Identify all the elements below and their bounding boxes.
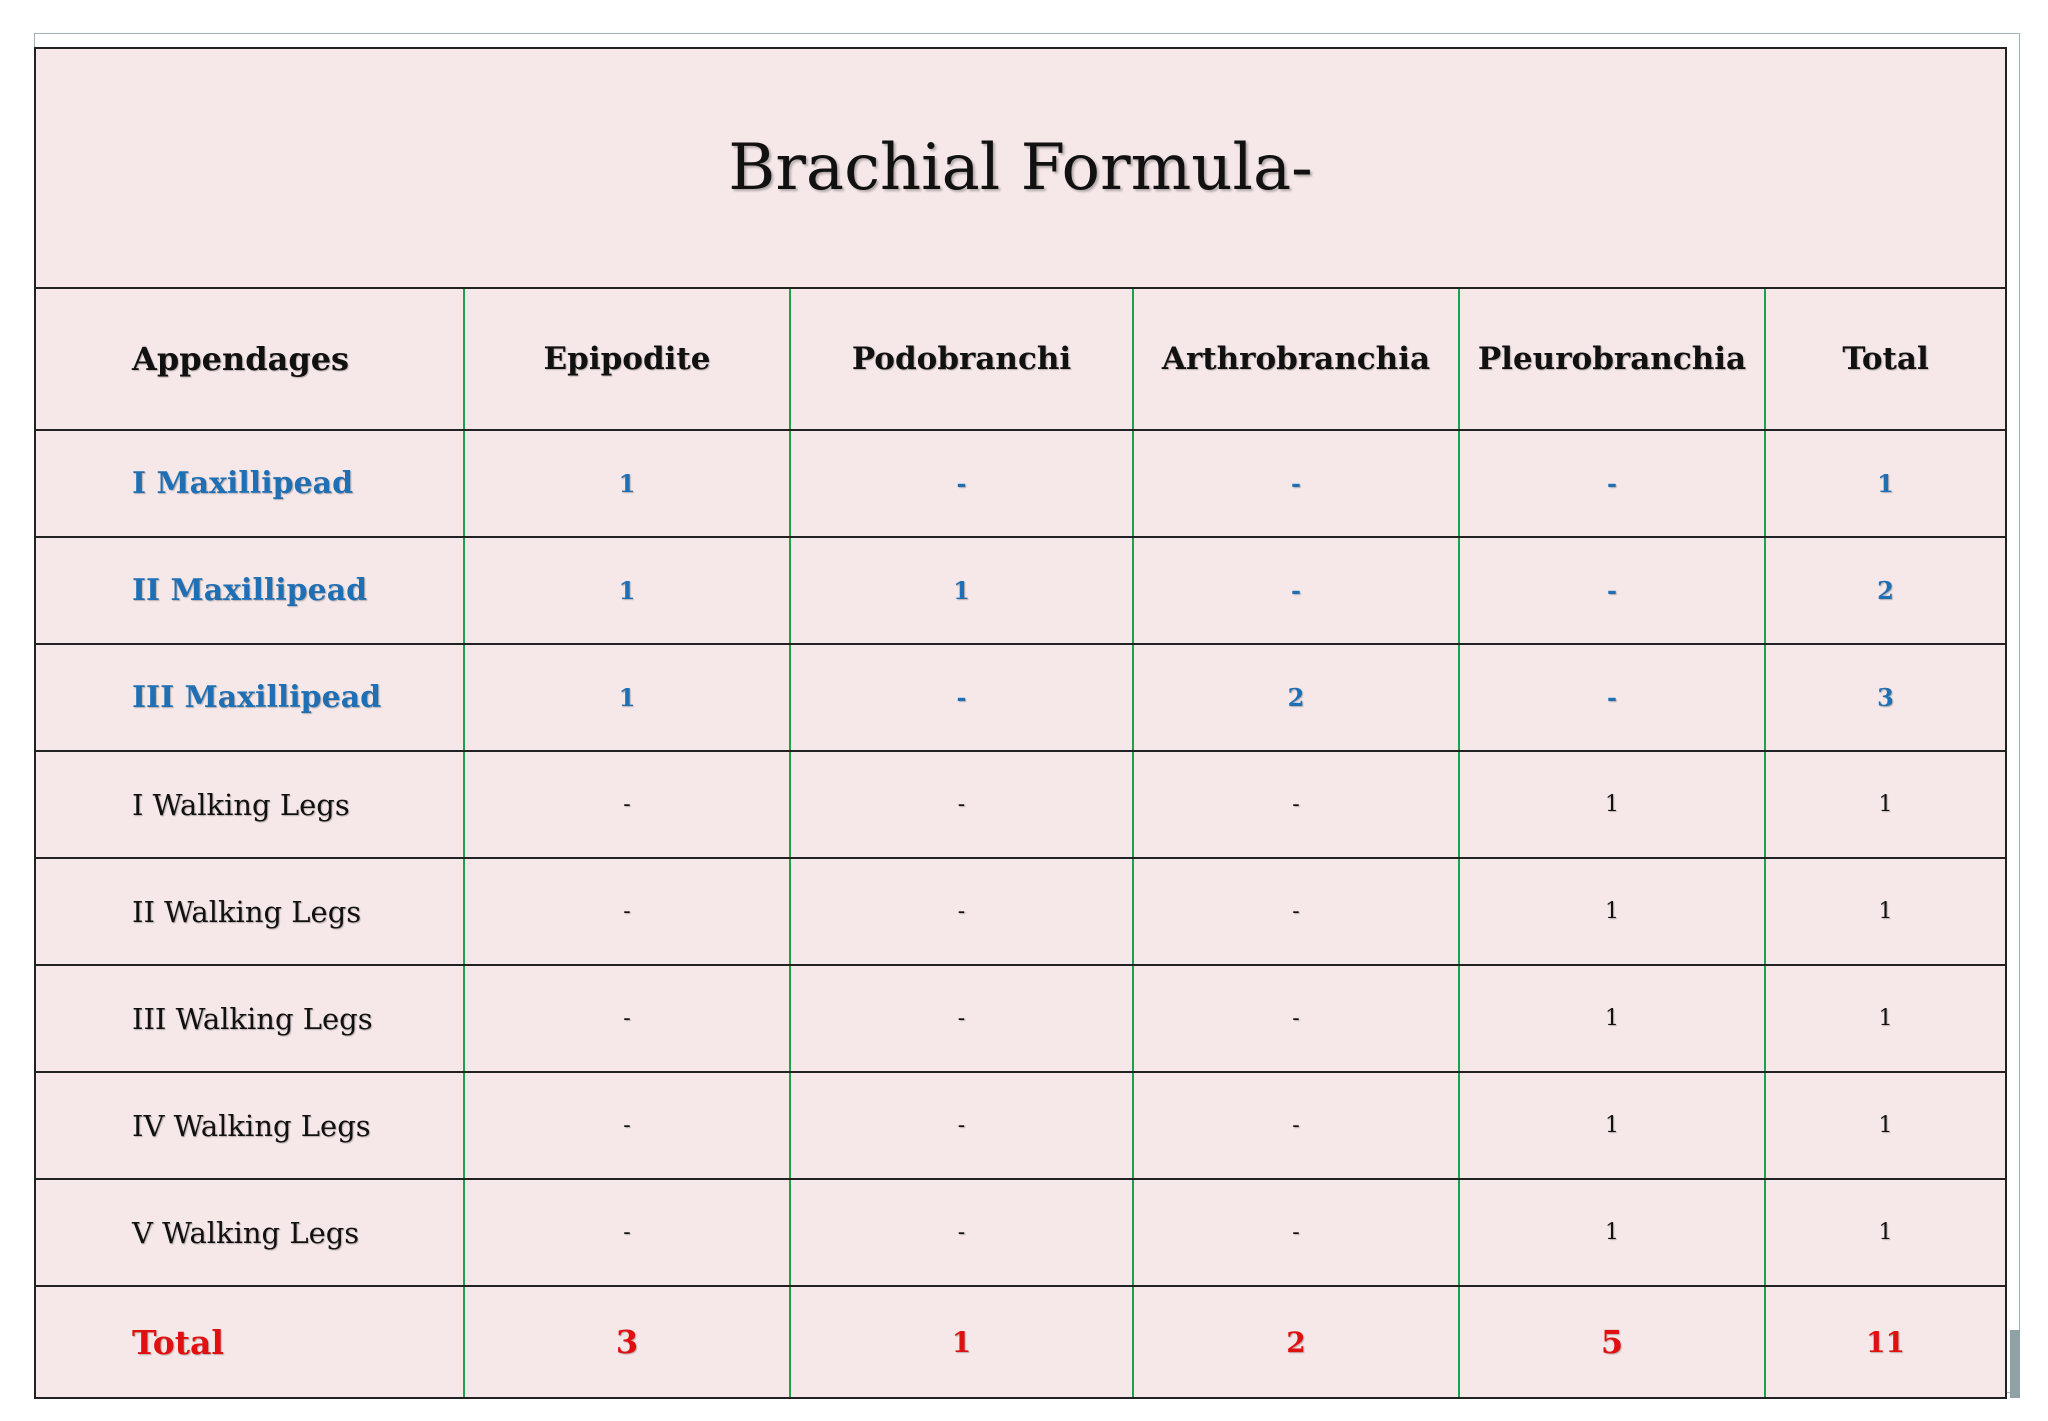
pleurobranchia-cell: - — [1459, 430, 1765, 537]
header-appendages: Appendages — [35, 288, 464, 430]
pleurobranchia-cell: - — [1459, 537, 1765, 644]
total-cell: 3 — [1765, 644, 2006, 751]
arthrobranchia-cell: - — [1133, 965, 1459, 1072]
epipodite-cell: - — [464, 858, 790, 965]
pleurobranchia-cell: 1 — [1459, 858, 1765, 965]
page-title: Brachial Formula- — [35, 48, 2006, 288]
pleurobranchia-cell: 1 — [1459, 751, 1765, 858]
total-arthrobranchia: 2 — [1133, 1286, 1459, 1398]
header-epipodite: Epipodite — [464, 288, 790, 430]
epipodite-cell: - — [464, 965, 790, 1072]
arthrobranchia-cell: - — [1133, 430, 1459, 537]
table-row — [35, 1072, 2006, 1179]
epipodite-cell: 1 — [464, 537, 790, 644]
total-cell: 2 — [1765, 537, 2006, 644]
appendage-cell: II Walking Legs — [35, 858, 464, 965]
table-row — [35, 644, 2006, 751]
total-pleurobranchia: 5 — [1459, 1286, 1765, 1398]
arthrobranchia-cell: - — [1133, 1072, 1459, 1179]
table-row — [35, 430, 2006, 537]
podobranchi-cell: - — [790, 1179, 1133, 1286]
pleurobranchia-cell: 1 — [1459, 965, 1765, 1072]
header-arthrobranchia: Arthrobranchia — [1133, 288, 1459, 430]
formula-table-container — [34, 47, 2005, 1397]
slide-edge-accent — [2010, 1330, 2020, 1398]
table-row — [35, 751, 2006, 858]
podobranchi-cell: - — [790, 430, 1133, 537]
header-pleurobranchia: Pleurobranchia — [1459, 288, 1765, 430]
header-total: Total — [1765, 288, 2006, 430]
arthrobranchia-cell: - — [1133, 537, 1459, 644]
appendage-cell: V Walking Legs — [35, 1179, 464, 1286]
table-row — [35, 537, 2006, 644]
total-cell: 1 — [1765, 858, 2006, 965]
pleurobranchia-cell: 1 — [1459, 1072, 1765, 1179]
podobranchi-cell: - — [790, 751, 1133, 858]
totals-row — [35, 1286, 2006, 1398]
table-row — [35, 1179, 2006, 1286]
epipodite-cell: - — [464, 1179, 790, 1286]
podobranchi-cell: 1 — [790, 537, 1133, 644]
total-cell: 1 — [1765, 1179, 2006, 1286]
appendage-cell: IV Walking Legs — [35, 1072, 464, 1179]
pleurobranchia-cell: - — [1459, 644, 1765, 751]
pleurobranchia-cell: 1 — [1459, 1179, 1765, 1286]
brachial-formula-table — [34, 47, 2007, 1399]
epipodite-cell: - — [464, 1072, 790, 1179]
header-row — [35, 288, 2006, 430]
totals-label: Total — [35, 1286, 464, 1398]
arthrobranchia-cell: 2 — [1133, 644, 1459, 751]
appendage-cell: I Maxillipead — [35, 430, 464, 537]
epipodite-cell: 1 — [464, 430, 790, 537]
podobranchi-cell: - — [790, 1072, 1133, 1179]
total-cell: 1 — [1765, 751, 2006, 858]
arthrobranchia-cell: - — [1133, 1179, 1459, 1286]
epipodite-cell: 1 — [464, 644, 790, 751]
epipodite-cell: - — [464, 751, 790, 858]
appendage-cell: I Walking Legs — [35, 751, 464, 858]
grand-total: 11 — [1765, 1286, 2006, 1398]
total-podobranchi: 1 — [790, 1286, 1133, 1398]
total-cell: 1 — [1765, 1072, 2006, 1179]
podobranchi-cell: - — [790, 858, 1133, 965]
table-row — [35, 858, 2006, 965]
appendage-cell: III Walking Legs — [35, 965, 464, 1072]
arthrobranchia-cell: - — [1133, 858, 1459, 965]
total-cell: 1 — [1765, 430, 2006, 537]
podobranchi-cell: - — [790, 644, 1133, 751]
header-podobranchi: Podobranchi — [790, 288, 1133, 430]
total-cell: 1 — [1765, 965, 2006, 1072]
table-row — [35, 965, 2006, 1072]
appendage-cell: III Maxillipead — [35, 644, 464, 751]
appendage-cell: II Maxillipead — [35, 537, 464, 644]
podobranchi-cell: - — [790, 965, 1133, 1072]
total-epipodite: 3 — [464, 1286, 790, 1398]
arthrobranchia-cell: - — [1133, 751, 1459, 858]
